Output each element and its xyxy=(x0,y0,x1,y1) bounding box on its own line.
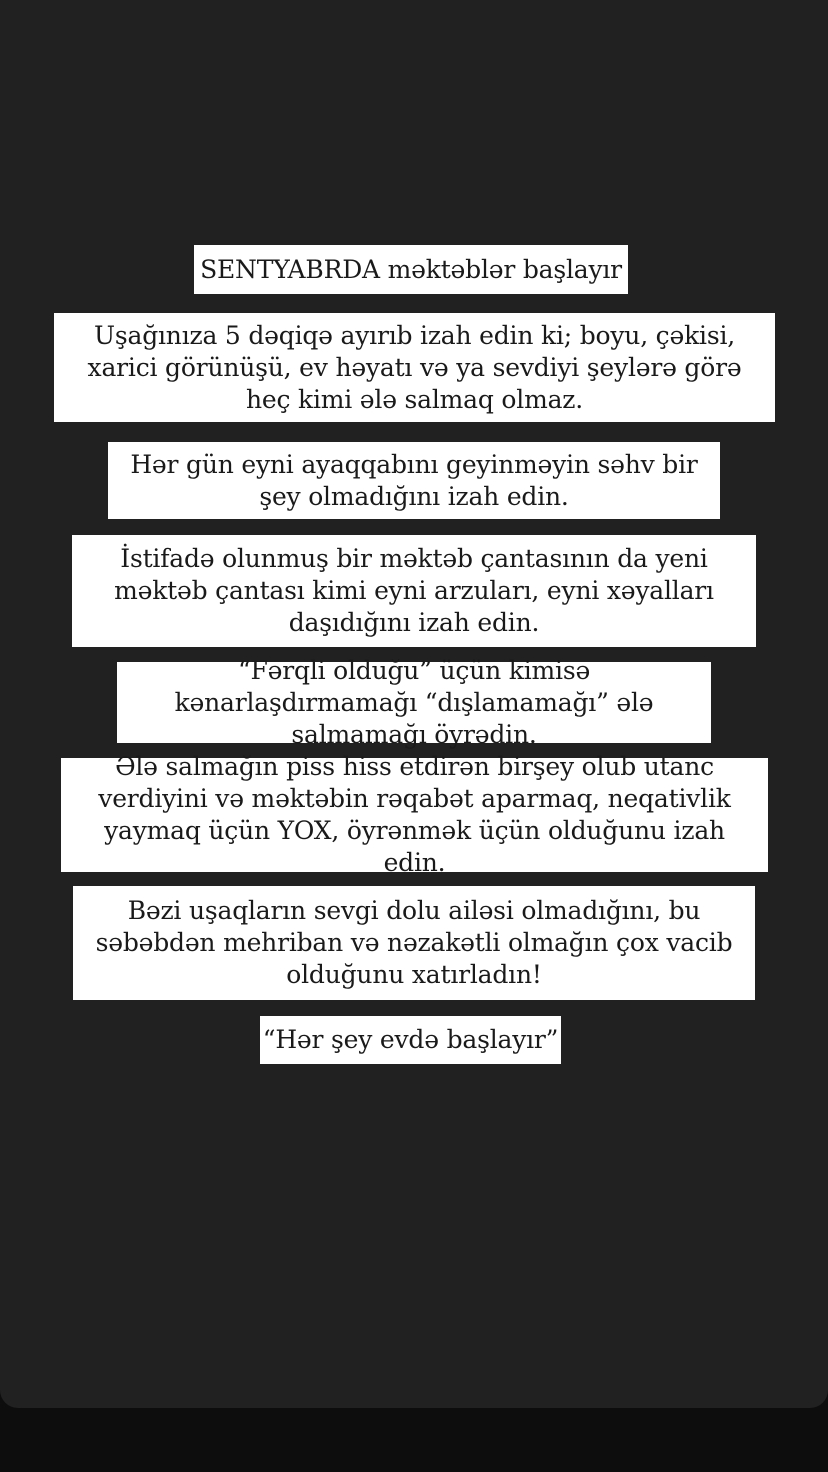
advice-text-6: Bəzi uşaqların sevgi dolu ailəsi olmadığını, bu səbəbdən mehriban və nəzakətli olmağın çox vacib olduğunu xatırladın! xyxy=(95,896,733,989)
title-card xyxy=(194,245,628,294)
advice-card-2 xyxy=(108,442,720,519)
advice-card-6 xyxy=(73,886,755,1000)
advice-text-1: Uşağınıza 5 dəqiqə ayırıb izah edin ki; boyu, çəkisi, xarici görünüşü, ev həyatı və ya sevdiyi şeylərə görə heç kimi ələ salmaq olmaz. xyxy=(87,320,742,414)
advice-text-2: Hər gün eyni ayaqqabını geyinməyin səhv bir şey olmadığını izah edin. xyxy=(130,449,698,511)
title-text: SENTYABRDA məktəblər başlayır xyxy=(200,254,622,284)
closing-quote-card xyxy=(260,1016,561,1064)
advice-text-3: İstifadə olunmuş bir məktəb çantasının da yeni məktəb çantası kimi eyni arzuları, eyni xəyalları daşıdığını izah edin. xyxy=(114,544,714,637)
advice-card-1 xyxy=(54,313,775,422)
bottom-bar xyxy=(0,1408,828,1472)
advice-card-4 xyxy=(117,655,711,749)
advice-text-4: “Fərqli olduğu” üçün kimisə kənarlaşdırmamağı “dışlamamağı” ələ salmamağı öyrədin. xyxy=(174,655,654,749)
advice-card-3 xyxy=(72,535,756,647)
closing-quote-text: “Hər şey evdə başlayır” xyxy=(262,1025,559,1054)
advice-text-5: Ələ salmağın piss hiss etdirən birşey olub utanc verdiyini və məktəbin rəqabət aparmaq, neqativlik yaymaq üçün YOX, öyrənmək üçün olduğunu izah edin. xyxy=(98,752,731,877)
advice-card-5 xyxy=(61,752,768,877)
